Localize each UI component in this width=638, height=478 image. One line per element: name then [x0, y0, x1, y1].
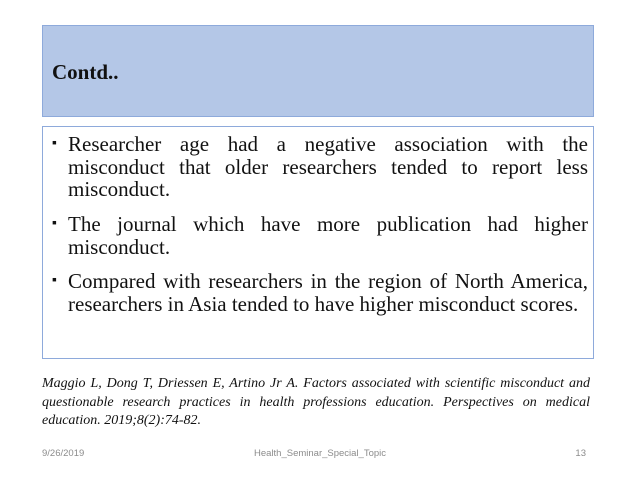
footer-page-number: 13	[575, 448, 586, 459]
reference-citation: Maggio L, Dong T, Driessen E, Artino Jr A. Factors associated with scientific misconduct and questionable research practices in health professions education. Perspectives on medical education. 2019;8(2):74-82.	[42, 376, 590, 428]
square-bullet-icon: ▪	[52, 273, 57, 288]
square-bullet-icon: ▪	[52, 216, 57, 231]
footer-topic: Health_Seminar_Special_Topic	[253, 448, 387, 459]
title-box	[42, 25, 594, 117]
slide-title: Contd..	[52, 60, 119, 84]
bullet-text: Compared with researchers in the region of North America, researchers in Asia tended to have higher misconduct scores.	[68, 269, 588, 316]
bullet-text: Researcher age had a negative association with the misconduct that older researchers tended to report less misconduct.	[68, 132, 588, 201]
bullet-item	[52, 133, 588, 201]
bullet-item	[52, 270, 588, 315]
square-bullet-icon: ▪	[52, 136, 57, 151]
content-box	[42, 126, 594, 359]
bullet-item	[52, 213, 588, 258]
bullet-text: The journal which have more publication had higher misconduct.	[68, 212, 588, 259]
footer-date: 9/26/2019	[42, 448, 85, 459]
